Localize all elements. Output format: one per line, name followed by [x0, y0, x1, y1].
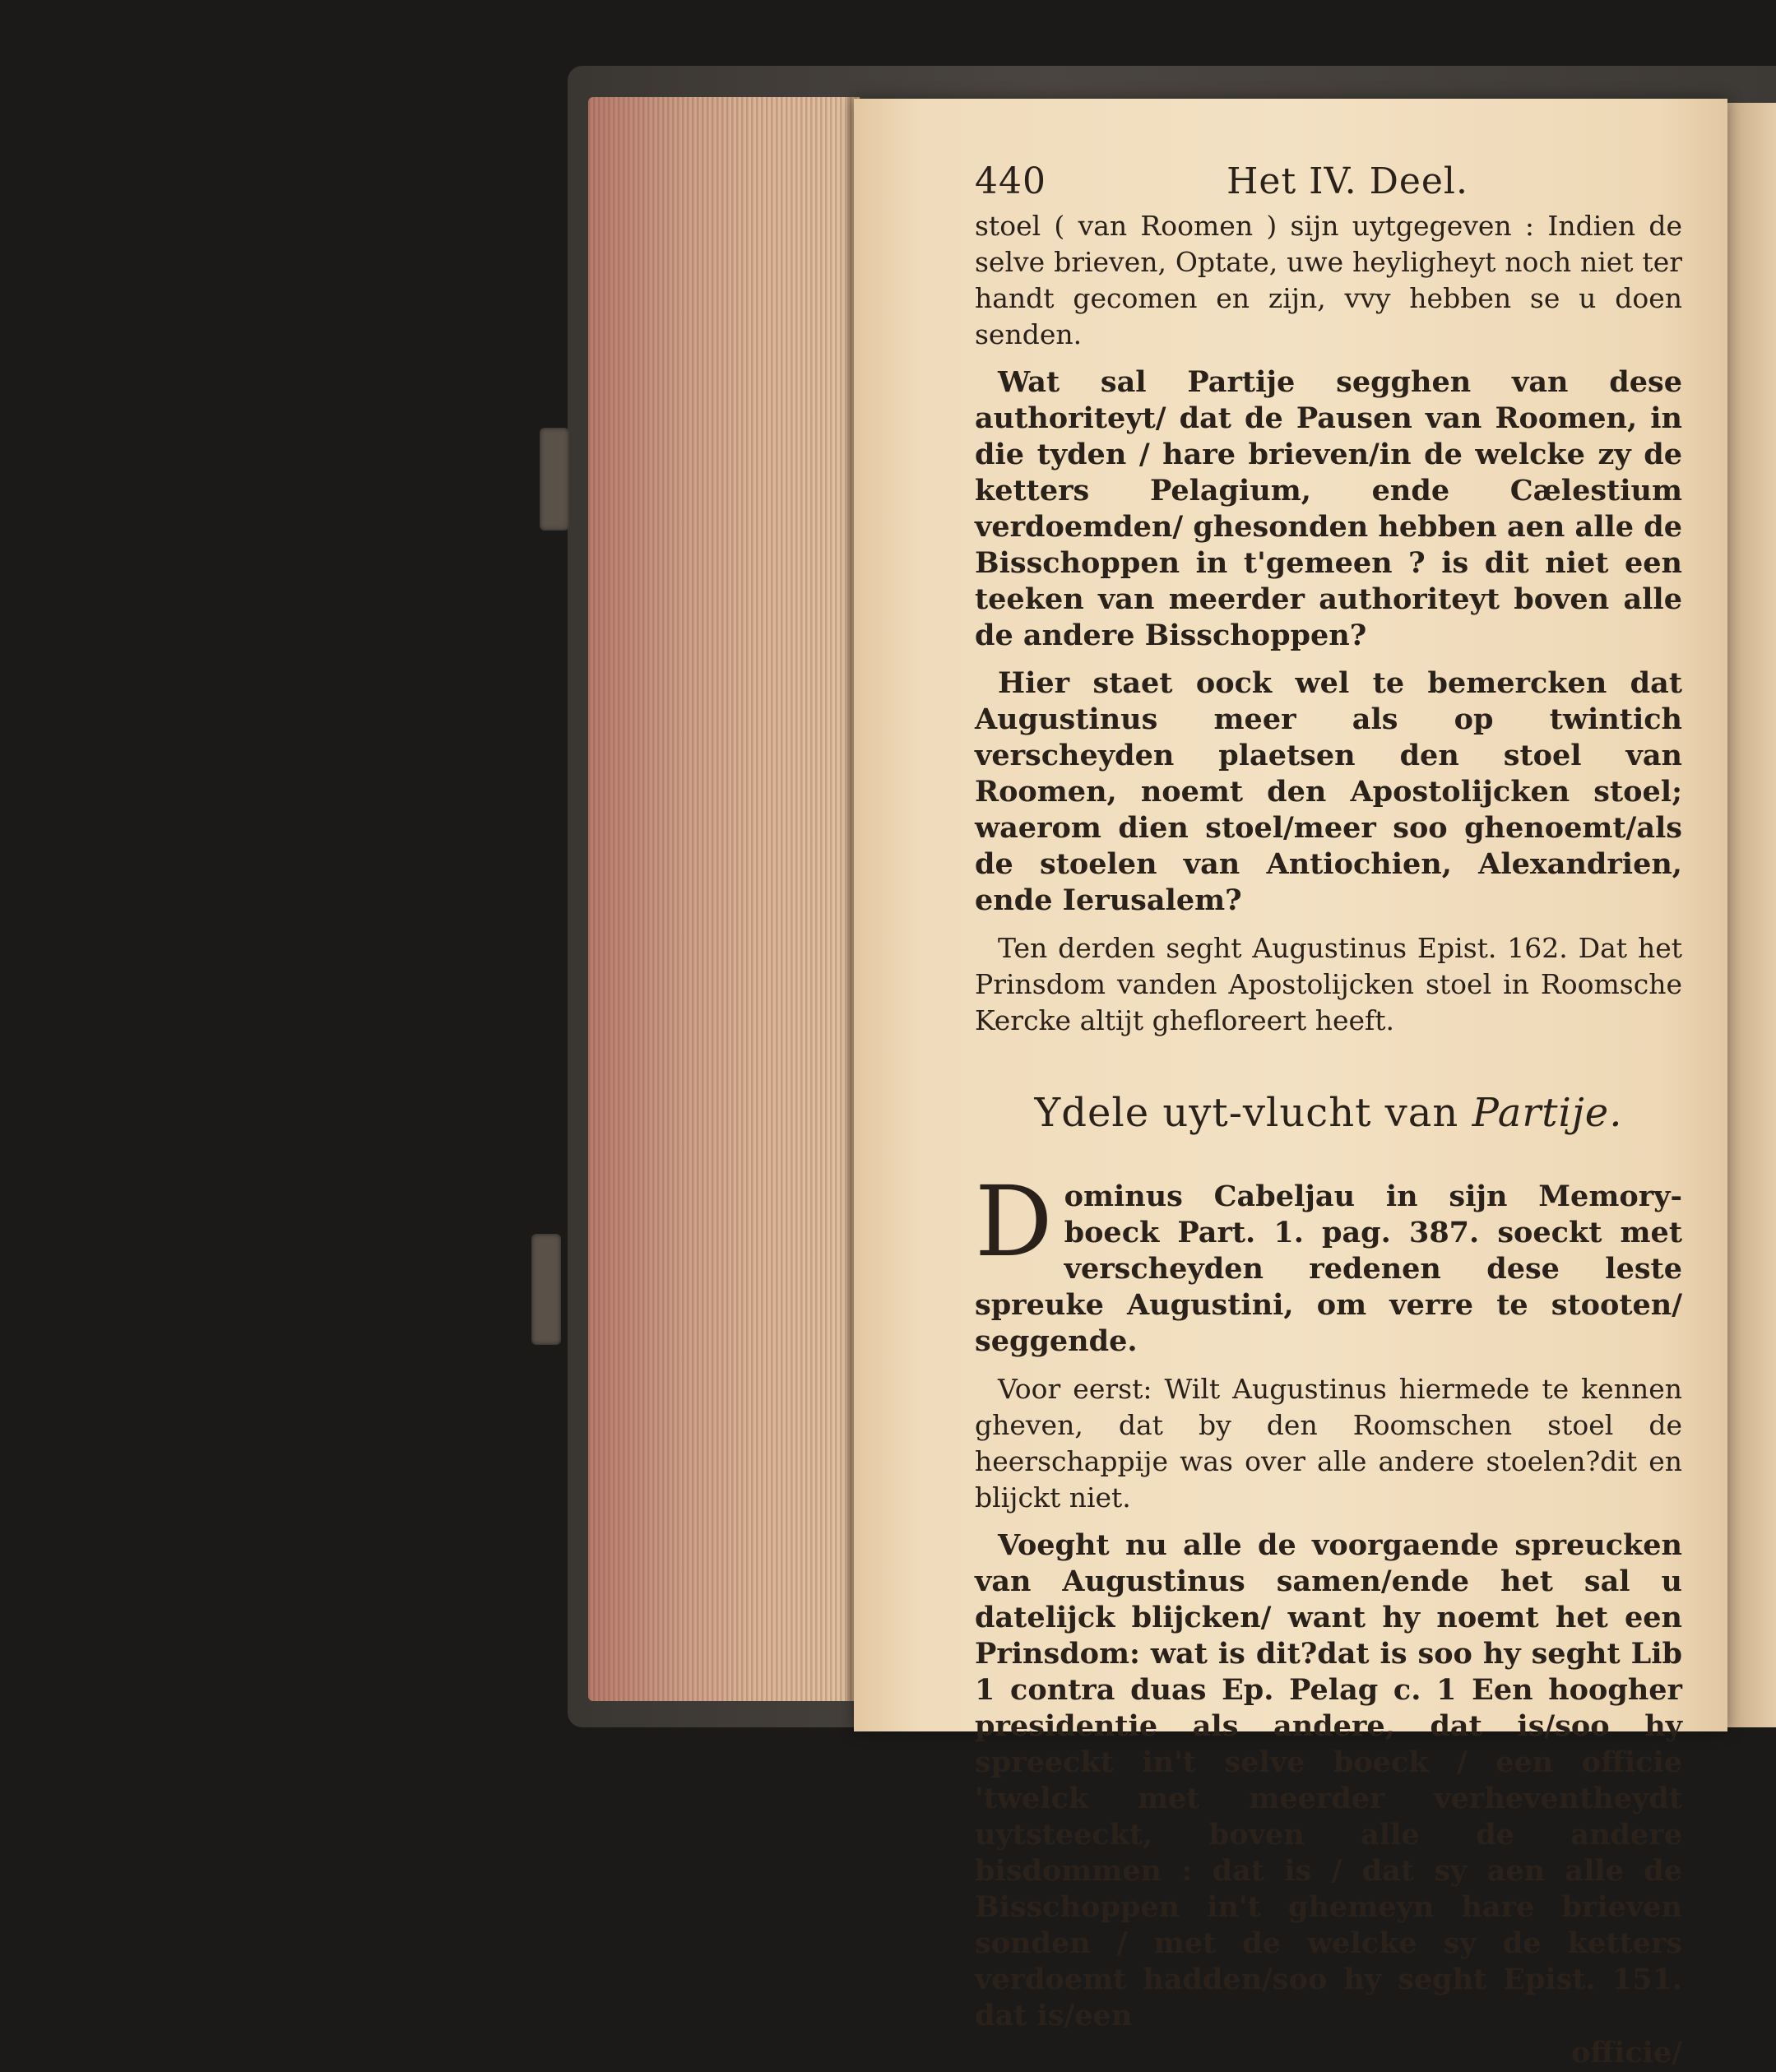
section-heading — [975, 1090, 1682, 1136]
catchword: officie/ — [1570, 2036, 1682, 2070]
section-heading-italic: Partije. — [1472, 1090, 1623, 1136]
dropcap-letter: D — [975, 1165, 1053, 1278]
facing-page-edge — [1727, 103, 1776, 1727]
paragraph-1: stoel ( van Roomen ) sijn uytgegeven : Indien de selve brieven, Optate, uwe heyligheyt noch niet ter handt gecomen en zijn, vvy hebben se u doen senden. — [975, 210, 1682, 350]
paragraph-3: Hier staet oock wel te bemercken dat Augustinus meer als op twintich verscheyden plaetsen den stoel van Roomen, noemt den Apostolijcken stoel; waerom dien stoel/meer soo ghenoemt/als de stoelen van Antiochien, Alexandrien, ende Ierusalem? — [975, 666, 1682, 917]
section-heading-text: Ydele uyt-vlucht van — [1034, 1090, 1472, 1136]
page-text — [975, 160, 1682, 2072]
page-edges — [588, 97, 860, 1701]
paragraph-6: Voor eerst: Wilt Augustinus hiermede te kennen gheven, dat by den Roomschen stoel de heerschappije was over alle andere stoelen?dit en blijckt niet. — [975, 1373, 1682, 1513]
paragraph-2: Wat sal Partije segghen van dese authoriteyt/ dat de Pausen van Roomen, in die tyden / hare brieven/in de welcke zy de ketters Pelagium, ende Cælestium verdoemden/ ghesonden hebben aen alle de Bisschoppen in t'gemeen ? is dit niet een teeken van meerder authoriteyt boven alle de andere Bisschoppen? — [975, 365, 1682, 652]
running-head: Het IV. Deel. — [1227, 160, 1468, 202]
page-number: 440 — [975, 160, 1046, 202]
clasp-top — [540, 428, 569, 531]
clasp-bottom — [531, 1234, 561, 1345]
page-header — [975, 160, 1682, 208]
paragraph-7: Voeght nu alle de voorgaende spreucken van Augustinus samen/ende het sal u datelijck blijcken/ want hy noemt het een Prinsdom: wat is dit?dat is soo hy seght Lib 1 contra duas Ep. Pelag c. 1 Een hoogher presidentie als andere, dat is/soo hy spreeckt in't selve boeck / een officie 'twelck met meerder verheventheydt uytsteeckt, boven alle de andere bisdommen : dat is / dat sy aen alle de Bisschoppen in't ghemeyn hare brieven sonden / met de welcke sy de ketters verdoemt hadden/soo hy seght Epist. 151. dat is/een — [975, 1528, 1682, 2033]
paragraph-5: ominus Cabeljau in sijn Memory-boeck Part. 1. pag. 387. soeckt met verscheyden redenen dese leste spreuke Augustini, om verre te stooten/ seggende. — [975, 1180, 1682, 1358]
dropcap-paragraph — [975, 1165, 1682, 1360]
paragraph-4: Ten derden seght Augustinus Epist. 162. Dat het Prinsdom vanden Apostolijcken stoel in Roomsche Kercke altijt ghefloreert heeft. — [975, 932, 1682, 1036]
